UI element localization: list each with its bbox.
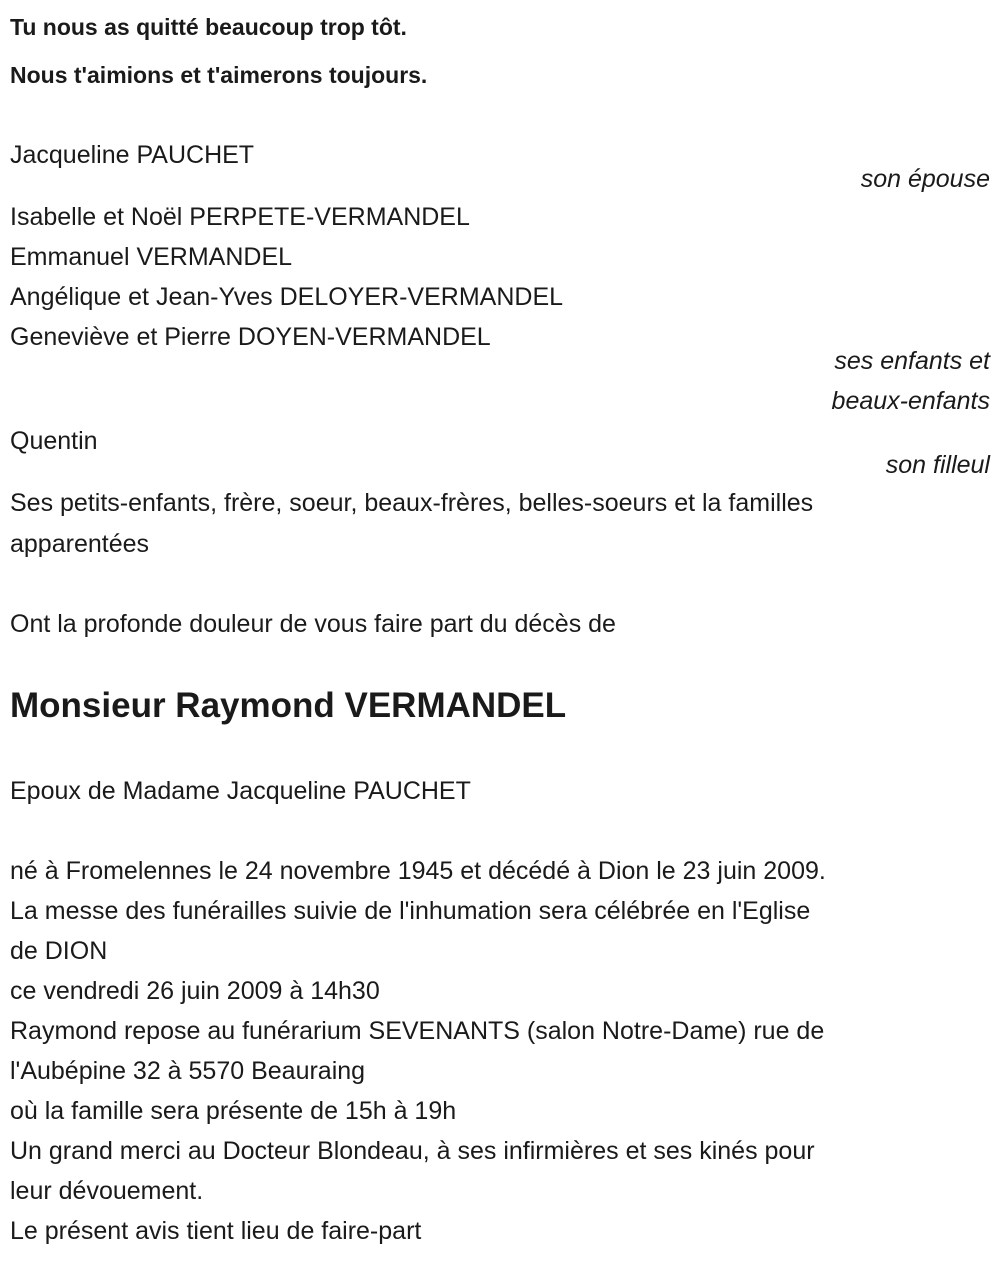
godson-role: son filleul — [885, 451, 990, 479]
other-family: Ses petits-enfants, frère, soeur, beaux-frères, belles-soeurs et la familles — [10, 489, 814, 517]
spouse-name: Jacqueline PAUCHET — [10, 141, 255, 169]
detail-line: né à Fromelennes le 24 novembre 1945 et décédé à Dion le 23 juin 2009. — [10, 857, 826, 885]
detail-line: leur dévouement. — [10, 1177, 204, 1205]
child-name: Angélique et Jean-Yves DELOYER-VERMANDEL — [10, 283, 564, 311]
other-family: apparentées — [10, 530, 150, 558]
children-role: beaux-enfants — [831, 387, 990, 415]
detail-line: La messe des funérailles suivie de l'inhumation sera célébrée en l'Eglise — [10, 897, 811, 925]
detail-line: Raymond repose au funérarium SEVENANTS (salon Notre-Dame) rue de — [10, 1017, 825, 1045]
intro-line: Tu nous as quitté beaucoup trop tôt. — [10, 14, 407, 40]
announcement: Ont la profonde douleur de vous faire part du décès de — [10, 610, 616, 638]
godson-name: Quentin — [10, 427, 98, 455]
detail-line: où la famille sera présente de 15h à 19h — [10, 1097, 457, 1125]
child-name: Emmanuel VERMANDEL — [10, 243, 293, 271]
spouse-role: son épouse — [860, 165, 990, 193]
spouse-of: Epoux de Madame Jacqueline PAUCHET — [10, 777, 471, 805]
detail-line: Un grand merci au Docteur Blondeau, à ses infirmières et ses kinés pour — [10, 1137, 815, 1165]
children-role: ses enfants et — [834, 347, 990, 375]
deceased-name: Monsieur Raymond VERMANDEL — [10, 686, 567, 725]
child-name: Geneviève et Pierre DOYEN-VERMANDEL — [10, 323, 491, 351]
intro-line: Nous t'aimions et t'aimerons toujours. — [10, 62, 428, 88]
child-name: Isabelle et Noël PERPETE-VERMANDEL — [10, 203, 470, 231]
detail-line: l'Aubépine 32 à 5570 Beauraing — [10, 1057, 366, 1085]
detail-line: ce vendredi 26 juin 2009 à 14h30 — [10, 977, 380, 1005]
detail-line: de DION — [10, 937, 108, 965]
detail-line: Le présent avis tient lieu de faire-part — [10, 1217, 422, 1245]
